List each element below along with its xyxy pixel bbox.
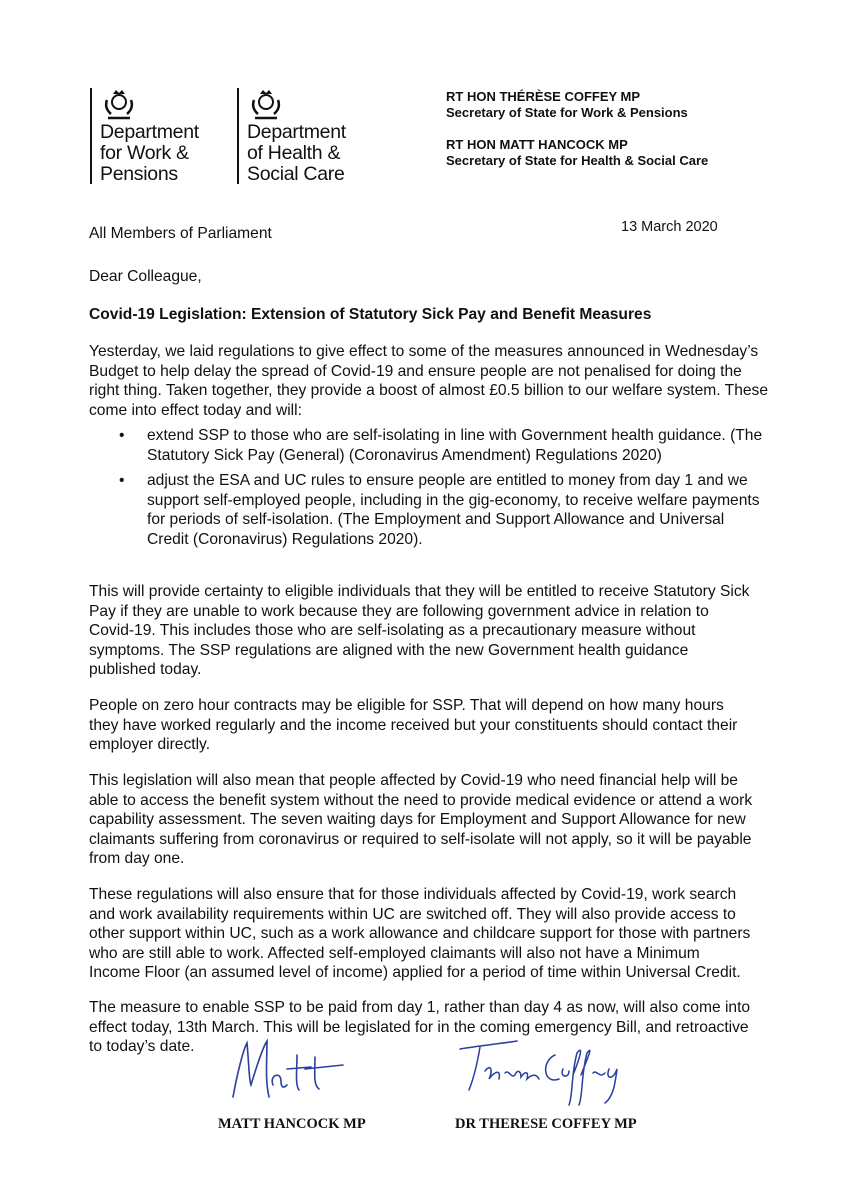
signature-hancock — [225, 1035, 355, 1110]
text-line: People on zero hour contracts may be eligible for SSP. That will depend on how many hours — [89, 697, 724, 714]
salutation: Dear Colleague, — [89, 268, 202, 285]
text-line: right thing. Taken together, they provide a boost of almost £0.5 billion to our welfare system. These — [89, 382, 769, 399]
text-line: come into effect today and will: — [89, 401, 302, 419]
text-line: Budget to help delay the spread of Covid-19 and ensure people are not penalised for doing the — [89, 362, 742, 380]
text-line: support self-employed people, including in the gig-economy, to receive welfare payments — [147, 491, 760, 509]
text-line: symptoms. The SSP regulations are aligned with the new Government health guidance — [89, 641, 689, 659]
paragraph — [89, 998, 750, 1057]
dwp-logo — [90, 88, 199, 184]
letter-date: 13 March 2020 — [621, 219, 718, 235]
bullet-icon: • — [119, 427, 125, 444]
text-line: other support within UC, such as a work allowance and childcare support for those with partners — [89, 925, 751, 942]
text-line: able to access the benefit system without the need to provide medical evidence or attend a work — [89, 791, 753, 809]
text-line: who are still able to work. Affected self-employed claimants will also not have a Minimum — [89, 944, 700, 962]
sender-title: Secretary of State for Health & Social Care — [446, 153, 709, 168]
text-line: from day one. — [89, 850, 185, 867]
subject-heading: Covid-19 Legislation: Extension of Statutory Sick Pay and Benefit Measures — [89, 306, 652, 323]
paragraph — [89, 582, 749, 680]
bullet-item — [119, 426, 763, 465]
signatory-name-coffey: DR THERESE COFFEY MP — [455, 1116, 637, 1132]
text-line: Yesterday, we laid regulations to give effect to some of the measures announced in Wednesday’s — [89, 343, 759, 360]
sender-name: RT HON MATT HANCOCK MP — [446, 137, 628, 152]
recipient: All Members of Parliament — [89, 225, 272, 242]
text-line: Income Floor (an assumed level of income) applied for a period of time within Universal Credit. — [89, 964, 741, 981]
text-line: capability assessment. The seven waiting days for Employment and Support Allowance for new — [89, 811, 746, 828]
sender-block-coffey — [446, 89, 688, 121]
royal-coat-of-arms-icon — [102, 88, 136, 122]
text-line: This will provide certainty to eligible individuals that they will be entitled to receive Statutory Sick — [89, 583, 750, 600]
text-line: and work availability requirements within UC are switched off. They will also provide access to — [89, 905, 736, 923]
sender-title: Secretary of State for Work & Pensions — [446, 105, 688, 120]
text-line: employer directly. — [89, 736, 211, 753]
text-line: Pay if they are unable to work because they are following government advice in relation to — [89, 602, 709, 620]
text-line: Statutory Sick Pay (General) (Coronavirus Amendment) Regulations 2020) — [147, 446, 662, 464]
dwp-logo-line: Pensions — [100, 163, 178, 185]
text-line: These regulations will also ensure that for those individuals affected by Covid-19, work search — [89, 886, 737, 903]
dhsc-logo-line: Department — [247, 121, 346, 143]
dwp-logo-line: Department — [100, 121, 199, 143]
text-line: Credit (Coronavirus) Regulations 2020). — [147, 530, 423, 548]
bullet-icon: • — [119, 472, 125, 489]
text-line: The measure to enable SSP to be paid from day 1, rather than day 4 as now, will also come into — [89, 999, 751, 1016]
text-line: for periods of self-isolation. (The Employment and Support Allowance and Universal — [147, 511, 725, 528]
signature-coffey — [455, 1035, 635, 1110]
signatory-name-hancock: MATT HANCOCK MP — [218, 1116, 366, 1132]
paragraph — [89, 696, 737, 755]
sender-block-hancock — [446, 137, 708, 169]
text-line: they have worked regularly and the income received but your constituents should contact their — [89, 716, 738, 734]
text-line: claimants suffering from coronavirus or required to self-isolate will not apply, so it will be payable — [89, 830, 752, 848]
text-line: to today’s date. — [89, 1038, 195, 1055]
sender-name: RT HON THÉRÈSE COFFEY MP — [446, 89, 641, 104]
paragraph-intro — [89, 342, 768, 420]
dhsc-logo-line: of Health & — [247, 142, 341, 164]
text-line: extend SSP to those who are self-isolating in line with Government health guidance. (The — [147, 427, 763, 444]
text-line: Covid-19. This includes those who are self-isolating as a precautionary measure without — [89, 622, 696, 639]
text-line: effect today, 13th March. This will be legislated for in the coming emergency Bill, and retroactive — [89, 1018, 749, 1036]
dhsc-logo-line: Social Care — [247, 163, 345, 185]
paragraph — [89, 885, 750, 983]
dhsc-logo — [237, 88, 346, 184]
royal-coat-of-arms-icon — [249, 88, 283, 122]
dwp-logo-line: for Work & — [100, 142, 189, 164]
text-line: published today. — [89, 661, 202, 678]
paragraph — [89, 771, 752, 869]
text-line: This legislation will also mean that people affected by Covid-19 who need financial help will be — [89, 772, 738, 789]
text-line: adjust the ESA and UC rules to ensure people are entitled to money from day 1 and we — [147, 472, 748, 489]
bullet-item — [119, 471, 760, 549]
